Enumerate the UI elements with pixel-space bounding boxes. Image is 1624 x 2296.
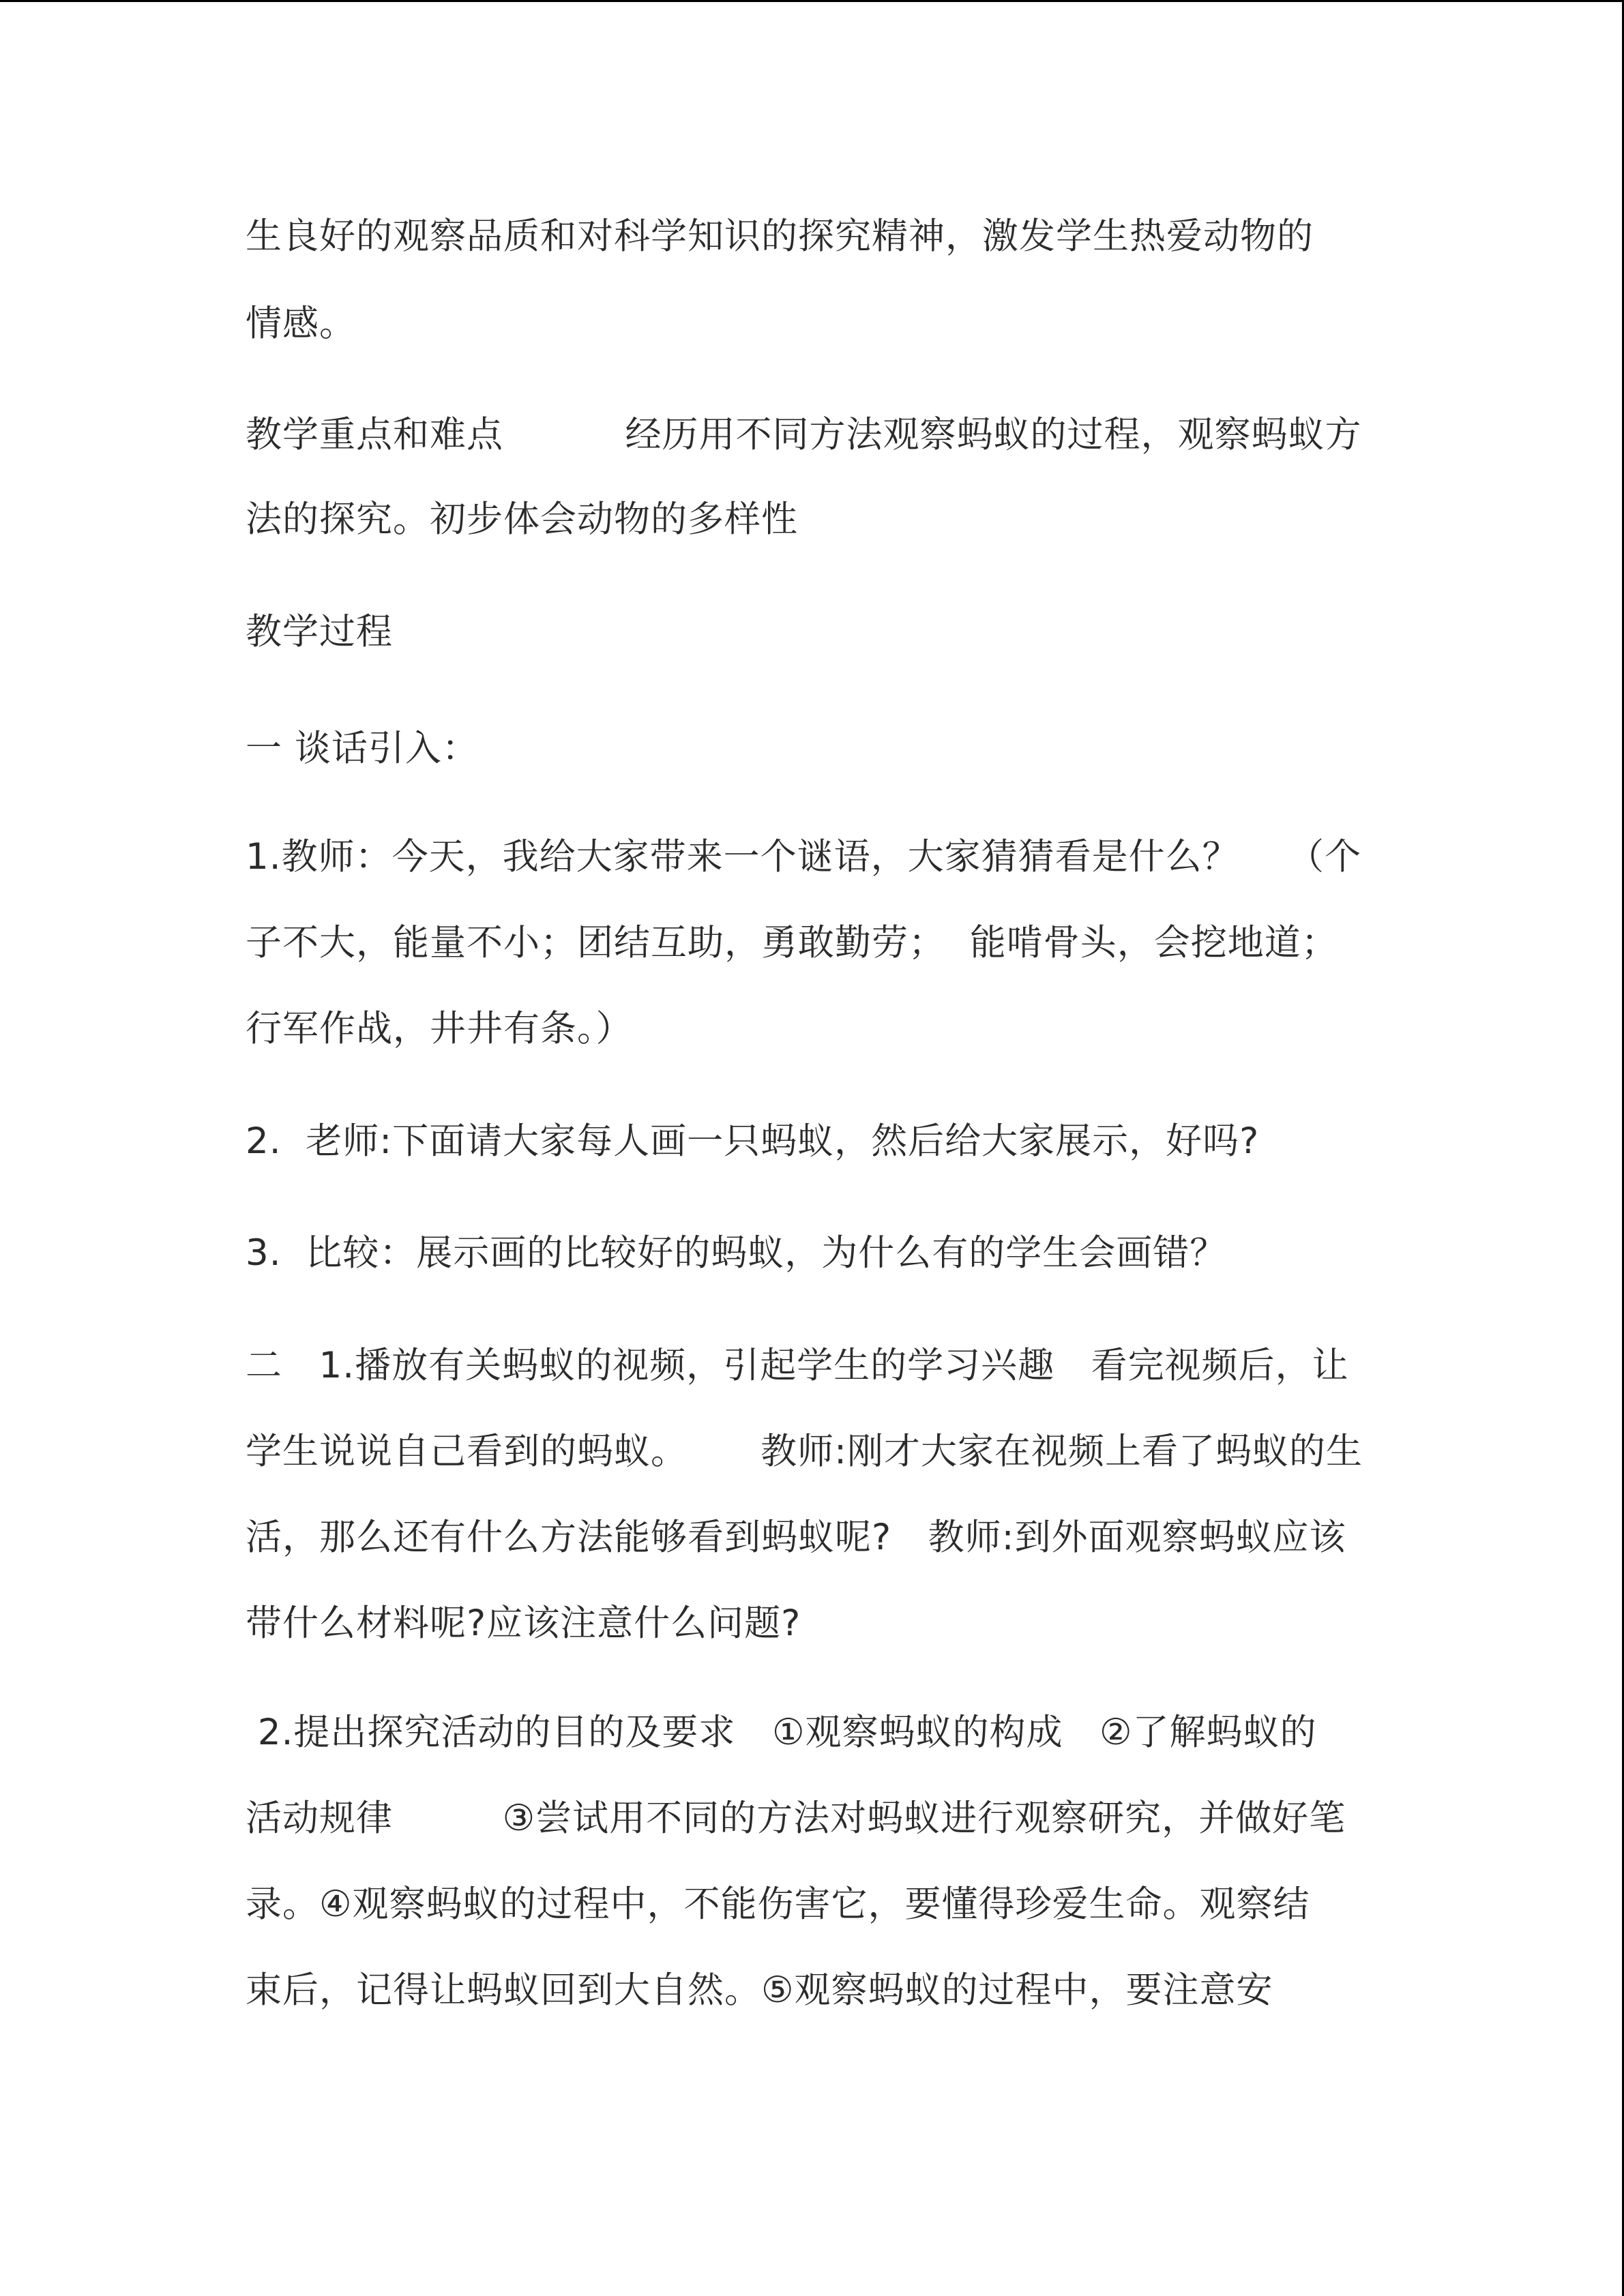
text-line: 子不大，能量不小；团结互助，勇敢勤劳； 能啃骨头，会挖地道；: [246, 922, 1338, 964]
text-line: 1.教师：今天，我给大家带来一个谜语，大家猜猜看是什么？ （个: [246, 836, 1361, 878]
text-line: 行军作战，井井有条。）: [246, 1008, 633, 1049]
text-line: 2.提出探究活动的目的及要求 ①观察蚂蚁的构成 ②了解蚂蚁的: [246, 1712, 1317, 1753]
text-line: 活动规律 ③尝试用不同的方法对蚂蚁进行观察研究，并做好笔: [246, 1798, 1346, 1839]
text-line: 生良好的观察品质和对科学知识的探究精神，激发学生热爱动物的: [246, 215, 1314, 257]
page-top-border: [0, 0, 1624, 2]
text-line: 2. 老师:下面请大家每人画一只蚂蚁，然后给大家展示，好吗?: [246, 1120, 1260, 1162]
section-heading: 教学过程: [246, 611, 393, 653]
text-line: 活，那么还有什么方法能够看到蚂蚁呢? 教师:到外面观察蚂蚁应该: [246, 1517, 1346, 1558]
text-line: 带什么材料呢?应该注意什么问题?: [246, 1602, 801, 1644]
text-line: 3. 比较：展示画的比较好的蚂蚁，为什么有的学生会画错？: [246, 1232, 1227, 1274]
text-line: 法的探究。初步体会动物的多样性: [246, 498, 798, 540]
text-line: 教学重点和难点 经历用不同方法观察蚂蚁的过程，观察蚂蚁方: [246, 414, 1362, 456]
section-heading: 一 谈话引入：: [246, 728, 479, 769]
text-line: 学生说说自己看到的蚂蚁。 教师:刚才大家在视频上看了蚂蚁的生: [246, 1431, 1363, 1472]
text-line: 录。④观察蚂蚁的过程中，不能伤害它，要懂得珍爱生命。观察结: [246, 1883, 1310, 1925]
text-line: 束后，记得让蚂蚁回到大自然。⑤观察蚂蚁的过程中，要注意安: [246, 1969, 1273, 2011]
text-line: 情感。: [246, 303, 356, 344]
text-line: 二 1.播放有关蚂蚁的视频，引起学生的学习兴趣 看完视频后，让: [246, 1345, 1349, 1386]
